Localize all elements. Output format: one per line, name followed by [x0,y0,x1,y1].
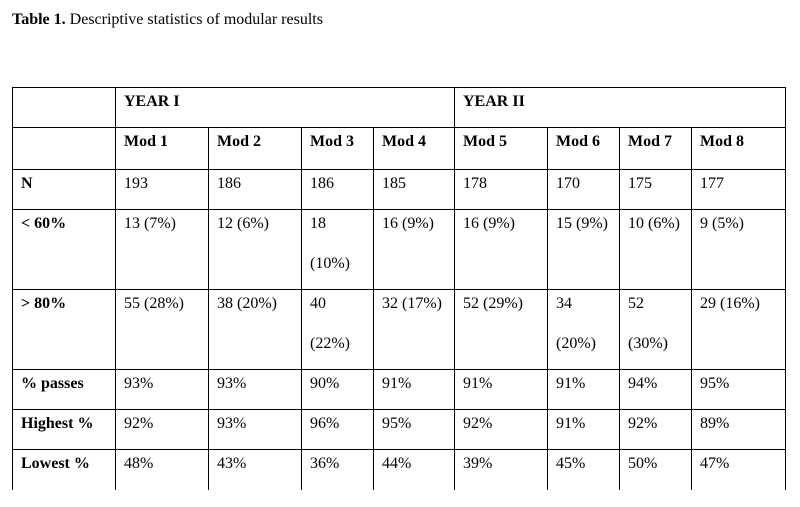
module-header: Mod 2 [209,128,302,170]
table-cell: 15 (9%) [548,210,620,290]
table-caption [12,10,323,30]
table-row [13,210,786,290]
table-cell: 38 (20%) [209,290,302,370]
table-cell: 52 (30%) [620,290,692,370]
table-cell: 52 (29%) [455,290,548,370]
table-cell: 94% [620,370,692,410]
table-cell: 43% [209,450,302,490]
table-cell: 185 [374,170,455,210]
table-cell: 55 (28%) [116,290,209,370]
table-cell: 36% [302,450,374,490]
table-cell: 92% [116,410,209,450]
table-cell: 93% [209,410,302,450]
table-row [13,450,786,490]
table-row [13,290,786,370]
caption-label: Table 1. [12,11,66,28]
table-cell: 44% [374,450,455,490]
table-cell: 90% [302,370,374,410]
group-header-row [13,88,786,128]
table-cell: 12 (6%) [209,210,302,290]
group-header-year-2: YEAR II [455,88,786,128]
table-cell: 92% [620,410,692,450]
module-header: Mod 8 [692,128,786,170]
row-label: N [13,170,116,210]
table-cell: 45% [548,450,620,490]
table-cell: 186 [209,170,302,210]
table-cell: 92% [455,410,548,450]
row-label: Lowest % [13,450,116,490]
table-cell: 91% [548,370,620,410]
table-cell: 89% [692,410,786,450]
statistics-table [12,87,786,490]
table-cell: 16 (9%) [374,210,455,290]
table-cell: 16 (9%) [455,210,548,290]
table-cell: 95% [692,370,786,410]
table-cell: 95% [374,410,455,450]
corner-cell [13,88,116,128]
module-header: Mod 6 [548,128,620,170]
table-cell: 48% [116,450,209,490]
module-header: Mod 4 [374,128,455,170]
table-cell: 170 [548,170,620,210]
group-header-year-1: YEAR I [116,88,455,128]
module-header: Mod 5 [455,128,548,170]
table-cell: 91% [374,370,455,410]
table-cell: 93% [209,370,302,410]
table-cell: 9 (5%) [692,210,786,290]
table-cell: 91% [455,370,548,410]
row-label: % passes [13,370,116,410]
table-cell: 178 [455,170,548,210]
row-label: < 60% [13,210,116,290]
module-header: Mod 1 [116,128,209,170]
table-cell: 96% [302,410,374,450]
table-cell: 32 (17%) [374,290,455,370]
table-cell: 91% [548,410,620,450]
table-cell: 13 (7%) [116,210,209,290]
table-cell: 29 (16%) [692,290,786,370]
table-cell: 93% [116,370,209,410]
table-cell: 175 [620,170,692,210]
row-label: > 80% [13,290,116,370]
caption-text: Descriptive statistics of modular results [65,11,323,28]
table-cell: 47% [692,450,786,490]
module-header: Mod 7 [620,128,692,170]
table-cell: 193 [116,170,209,210]
table-cell: 40 (22%) [302,290,374,370]
table-cell: 18 (10%) [302,210,374,290]
table-cell: 186 [302,170,374,210]
table-cell: 39% [455,450,548,490]
row-label: Highest % [13,410,116,450]
table-cell: 34 (20%) [548,290,620,370]
table-cell: 10 (6%) [620,210,692,290]
table-cell: 50% [620,450,692,490]
table-cell: 177 [692,170,786,210]
module-header: Mod 3 [302,128,374,170]
